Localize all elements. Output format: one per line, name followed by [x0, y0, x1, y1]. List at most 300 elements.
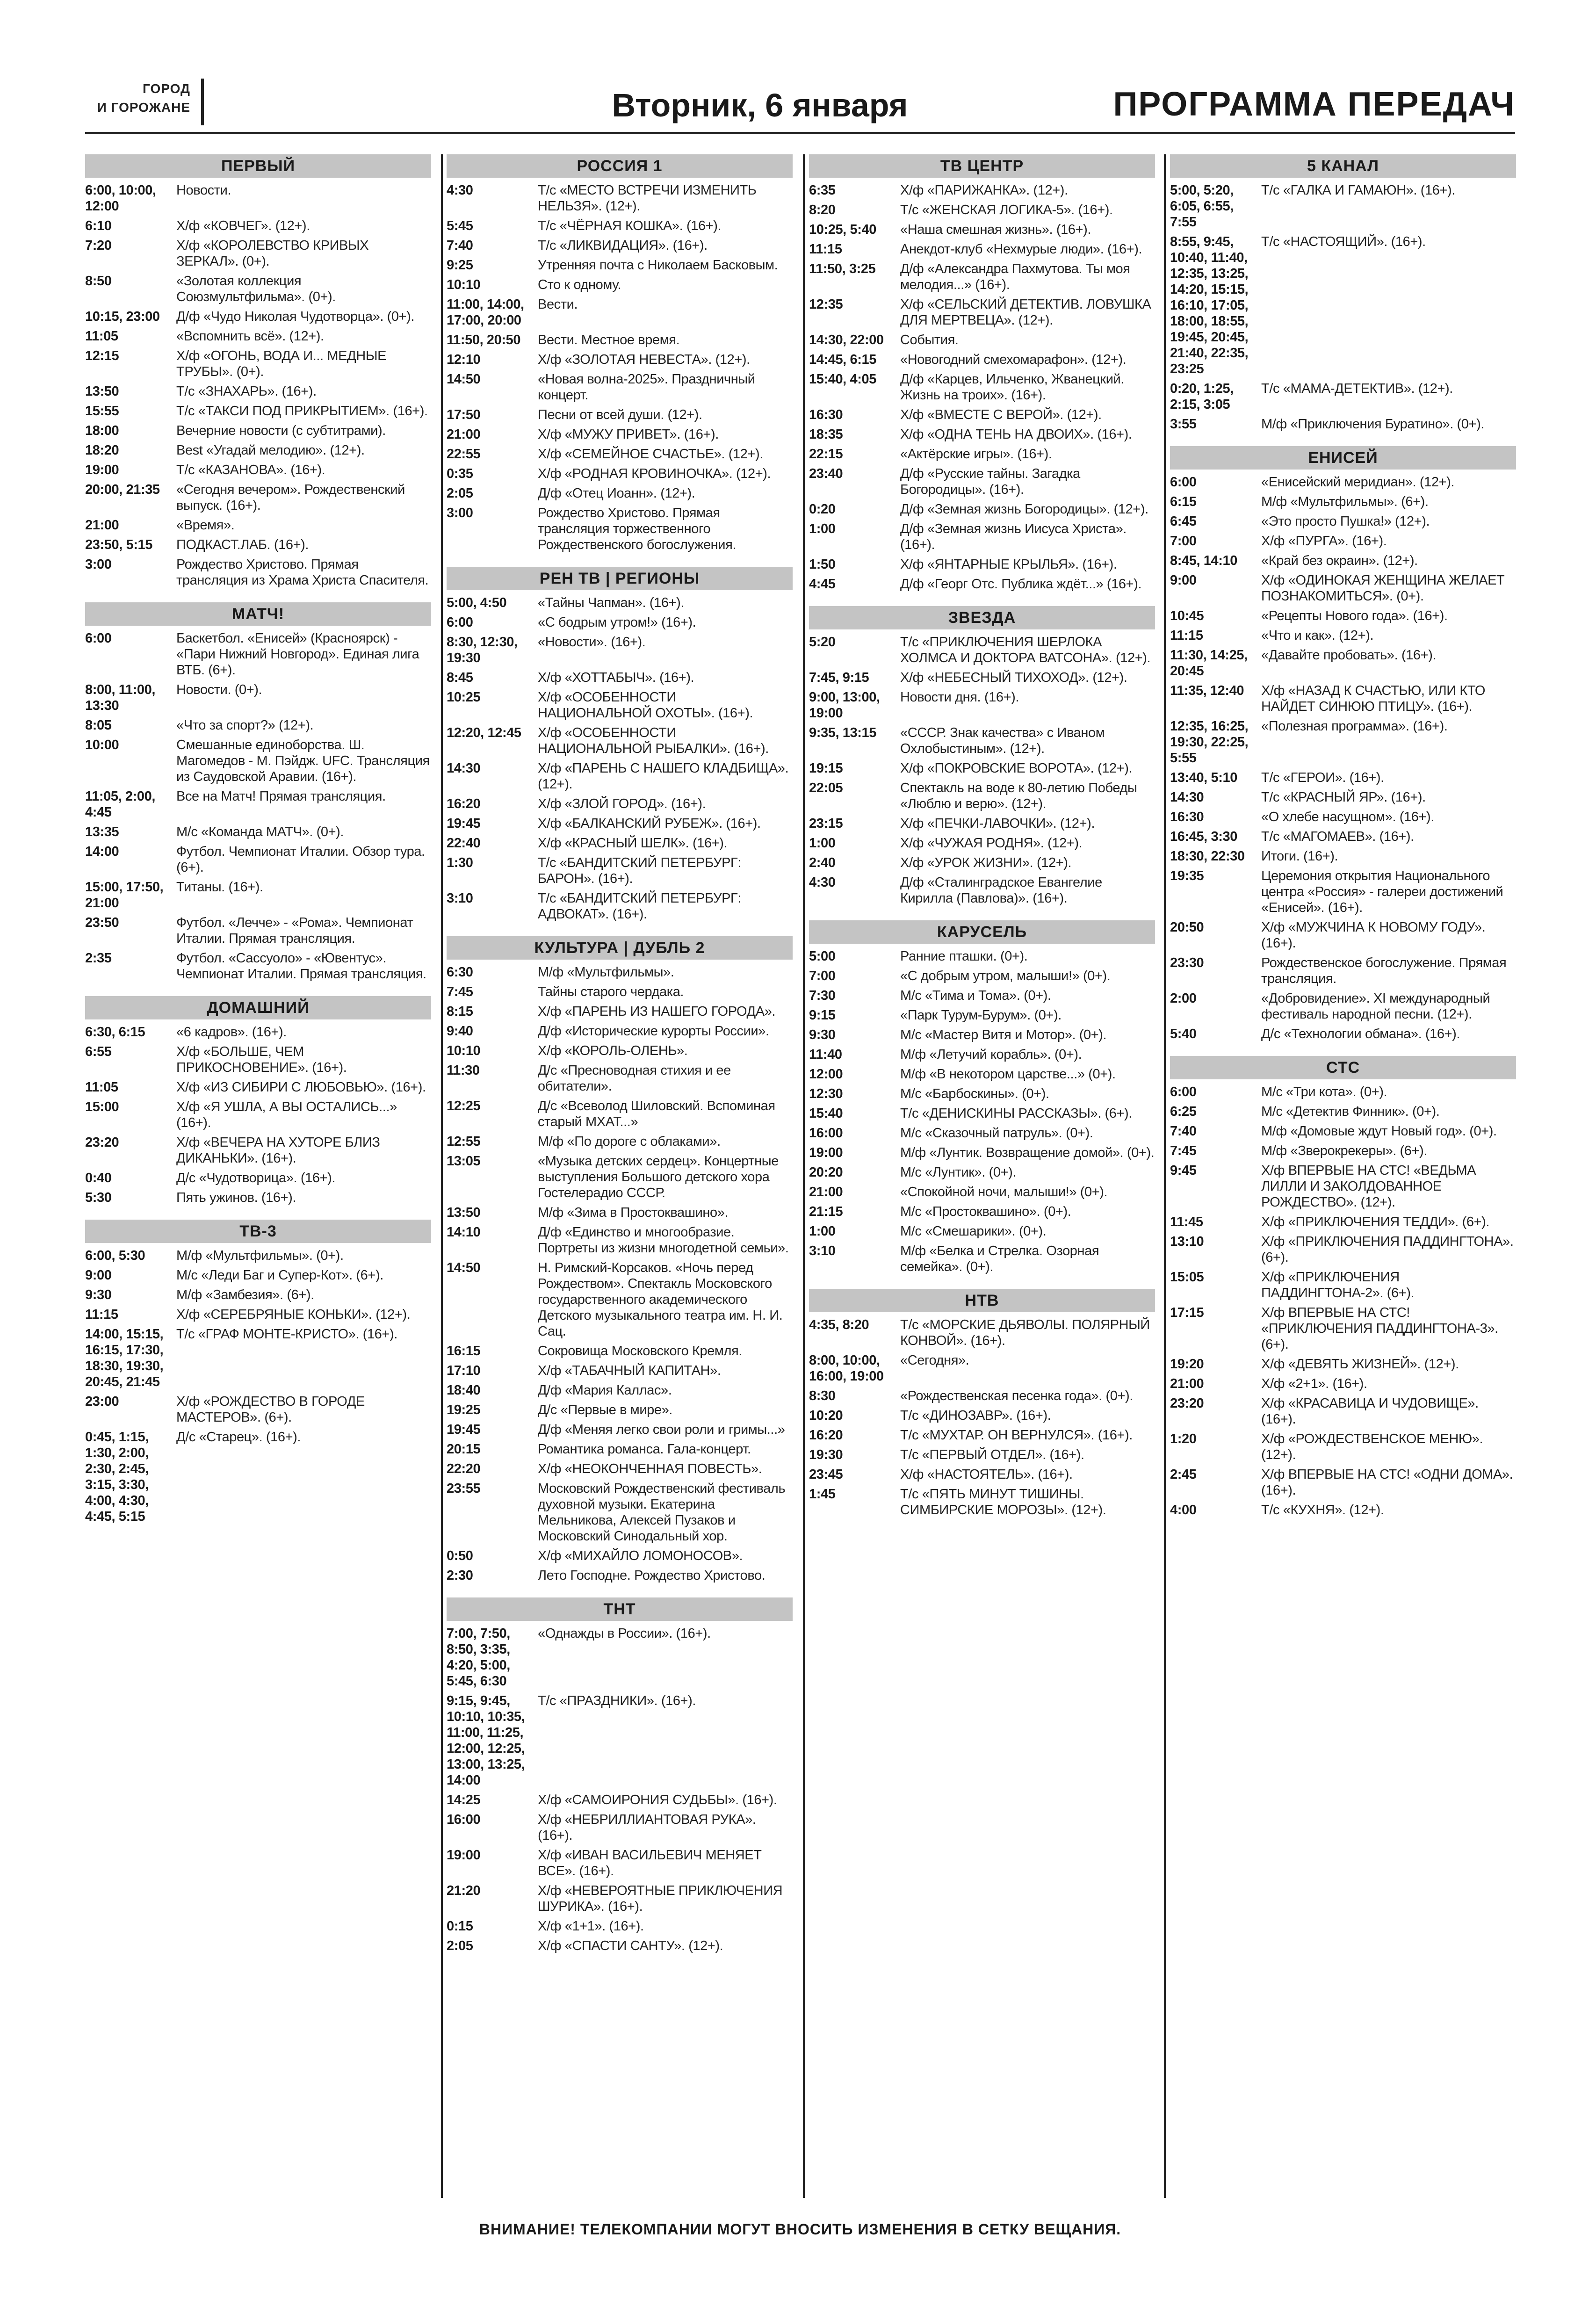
schedule-row [1170, 1214, 1516, 1230]
airtime: 11:50, 20:50 [447, 332, 521, 347]
program-title: Х/ф «ВЕЧЕРА НА ХУТОРЕ БЛИЗ ДИКАНЬКИ». (16+). [176, 1135, 380, 1166]
schedule-row [1170, 628, 1516, 643]
schedule-row [1170, 1502, 1516, 1518]
program-title: Х/ф «ЧУЖАЯ РОДНЯ». (12+). [900, 836, 1083, 851]
channel-name: ПЕРВЫЙ [85, 154, 431, 178]
program-title: М/с «Мастер Витя и Мотор». (0+). [900, 1027, 1107, 1042]
schedule-row [447, 1382, 793, 1398]
program-title: Х/ф «СЕМЕЙНОЕ СЧАСТЬЕ». (12+). [538, 447, 763, 462]
airtime: 1:20 [1170, 1431, 1197, 1446]
schedule-row [447, 407, 793, 423]
schedule-row [447, 1626, 793, 1689]
airtime: 21:00 [447, 427, 481, 442]
program-title: Утренняя почта с Николаем Басковым. [538, 258, 778, 273]
channel-name: ДОМАШНИЙ [85, 996, 431, 1019]
program-title: Х/ф «2+1». (16+). [1261, 1376, 1367, 1391]
airtime: 21:00 [85, 518, 119, 533]
schedule-row [809, 948, 1155, 964]
schedule-row [1170, 513, 1516, 529]
airtime: 12:00 [809, 1067, 843, 1082]
schedule-row [447, 1441, 793, 1457]
schedule-row [85, 879, 431, 911]
schedule-row [1170, 1026, 1516, 1042]
airtime: 6:15 [1170, 494, 1197, 509]
airtime: 6:30 [447, 965, 473, 980]
program-title: Х/ф «НЕБРИЛЛИАНТОВАЯ РУКА». (16+). [538, 1812, 756, 1843]
airtime: 16:00 [809, 1126, 843, 1141]
airtime: 5:00 [809, 949, 836, 964]
program-title: Футбол. «Лечче» - «Рома». Чемпионат Италии. Прямая трансляция. [176, 915, 413, 946]
program-title: Все на Матч! Прямая трансляция. [176, 789, 386, 804]
program-title: М/ф «Лунтик. Возвращение домой». (0+). [900, 1145, 1155, 1160]
airtime: 20:15 [447, 1442, 481, 1457]
program-title: Т/с «ЗНАХАРЬ». (16+). [176, 384, 317, 399]
schedule-row [1170, 1395, 1516, 1427]
program-title: Х/ф «ПАРЕНЬ ИЗ НАШЕГО ГОРОДА». [538, 1004, 776, 1019]
schedule-row [85, 737, 431, 785]
program-title: М/ф «Мультфильмы». [538, 965, 674, 980]
schedule-row [1170, 718, 1516, 766]
schedule-row [447, 1043, 793, 1059]
schedule-row [447, 816, 793, 831]
program-title: Х/ф «Я УШЛА, А ВЫ ОСТАЛИСЬ...» (16+). [176, 1099, 397, 1130]
channel-block [85, 1220, 431, 1525]
airtime: 0:15 [447, 1919, 473, 1934]
schedule-row [809, 835, 1155, 851]
channel-block [1170, 446, 1516, 1042]
airtime: 19:00 [809, 1145, 843, 1160]
airtime: 9:45 [1170, 1163, 1197, 1178]
airtime: 3:10 [447, 891, 473, 906]
airtime: 0:50 [447, 1548, 473, 1563]
airtime: 4:30 [809, 875, 836, 890]
program-title: «6 кадров». (16+). [176, 1025, 287, 1040]
airtime: 6:00 [1170, 475, 1197, 490]
program-title: Х/ф «СПАСТИ САНТУ». (12+). [538, 1938, 723, 1953]
schedule-row [85, 1429, 431, 1525]
airtime: 6:00 [85, 631, 112, 646]
channel-block [447, 154, 793, 553]
program-title: Д/ф «Александра Пахмутова. Ты моя мелодия...» (16+). [900, 261, 1130, 292]
program-title: Х/ф ВПЕРВЫЕ НА СТС! «ВЕДЬМА ЛИЛЛИ И ЗАКОЛДОВАННОЕ РОЖДЕСТВО». (12+). [1261, 1163, 1476, 1210]
program-title: «С бодрым утром!» (16+). [538, 615, 696, 630]
airtime: 7:00 [809, 968, 836, 983]
program-title: Д/с «Всеволод Шиловский. Вспоминая старый МХАТ...» [538, 1099, 775, 1129]
program-title: Х/ф «ОСОБЕННОСТИ НАЦИОНАЛЬНОЙ РЫБАЛКИ». (16+). [538, 725, 769, 756]
program-title: Вести. Местное время. [538, 332, 680, 347]
program-title: Х/ф «НАСТОЯТЕЛЬ». (16+). [900, 1467, 1073, 1482]
channel-name: РОССИЯ 1 [447, 154, 793, 178]
schedule-row [1170, 494, 1516, 510]
schedule-row [447, 218, 793, 234]
airtime: 9:15, 9:45, 10:10, 10:35, 11:00, 11:25, 12:00, 12:25, 13:00, 13:25, 14:00 [447, 1693, 525, 1788]
program-title: «Тайны Чапман». (16+). [538, 595, 685, 610]
program-title: Х/ф «САМОИРОНИЯ СУДЬБЫ». (16+). [538, 1792, 777, 1807]
airtime: 4:45 [809, 577, 836, 592]
airtime: 15:55 [85, 404, 119, 419]
program-title: Х/ф «ПАРЕНЬ С НАШЕГО КЛАДБИЩА». (12+). [538, 761, 789, 792]
airtime: 13:40, 5:10 [1170, 770, 1237, 785]
schedule-row [85, 383, 431, 399]
airtime: 17:50 [447, 407, 481, 422]
airtime: 11:05 [85, 329, 118, 344]
program-title: Х/ф «НЕВЕРОЯТНЫЕ ПРИКЛЮЧЕНИЯ ШУРИКА». (16+). [538, 1883, 783, 1914]
airtime: 5:00, 5:20, 6:05, 6:55, 7:55 [1170, 183, 1234, 230]
airtime: 9:30 [85, 1287, 112, 1302]
footer-notice: ВНИМАНИЕ! ТЕЛЕКОМПАНИИ МОГУТ ВНОСИТЬ ИЗМЕНЕНИЯ В СЕТКУ ВЕЩАНИЯ. [479, 2221, 1121, 2238]
channel-name: КУЛЬТУРА | ДУБЛЬ 2 [447, 936, 793, 960]
airtime: 1:00 [809, 836, 836, 851]
airtime: 2:00 [1170, 991, 1197, 1006]
program-title: М/с «Смешарики». (0+). [900, 1224, 1047, 1239]
airtime: 8:05 [85, 718, 112, 733]
channel-block [85, 154, 431, 588]
airtime: 16:20 [809, 1428, 843, 1443]
schedule-row [447, 855, 793, 887]
program-title: Т/с «ЧЁРНАЯ КОШКА». (16+). [538, 218, 722, 233]
schedule-row [1170, 553, 1516, 569]
airtime: 0:40 [85, 1171, 112, 1185]
schedule-row [447, 1062, 793, 1094]
section-label-line1: ГОРОД [143, 81, 190, 96]
program-title: Х/ф «БАЛКАНСКИЙ РУБЕЖ». (16+). [538, 816, 761, 831]
program-title: Т/с «ЛИКВИДАЦИЯ». (16+). [538, 238, 708, 253]
channel-block [809, 606, 1155, 906]
schedule-row [809, 1243, 1155, 1275]
channel-name: СТС [1170, 1056, 1516, 1079]
column-divider [1164, 154, 1166, 2198]
schedule-row [809, 1125, 1155, 1141]
schedule-row [447, 1098, 793, 1130]
airtime: 14:30 [447, 761, 481, 776]
schedule-row [85, 1170, 431, 1186]
schedule-row [447, 1693, 793, 1788]
program-title: Т/с «МЕСТО ВСТРЕЧИ ИЗМЕНИТЬ НЕЛЬЗЯ». (12+). [538, 183, 757, 214]
program-title: Д/ф «Единство и многообразие. Портреты из жизни многодетной семьи». [538, 1225, 789, 1256]
program-title: Д/с «Старец». (16+). [176, 1430, 301, 1445]
airtime: 7:00 [1170, 534, 1197, 549]
schedule-row [447, 1224, 793, 1256]
airtime: 11:30 [447, 1063, 480, 1078]
schedule-row [447, 1153, 793, 1201]
schedule-row [85, 630, 431, 678]
schedule-row [1170, 1269, 1516, 1301]
program-title: М/ф «Зима в Простоквашино». [538, 1205, 729, 1220]
airtime: 8:15 [447, 1004, 473, 1019]
schedule-row [85, 950, 431, 982]
schedule-row [1170, 416, 1516, 432]
airtime: 20:20 [809, 1165, 843, 1180]
page-title: ПРОГРАММА ПЕРЕДАЧ [1113, 86, 1515, 123]
program-title: «Край без окраин». (12+). [1261, 553, 1418, 568]
program-title: Х/ф «НЕБЕСНЫЙ ТИХОХОД». (12+). [900, 670, 1127, 685]
program-title: М/с «Команда МАТЧ». (0+). [176, 824, 344, 839]
airtime: 16:30 [809, 407, 843, 422]
program-title: М/с «Леди Баг и Супер-Кот». (6+). [176, 1268, 383, 1283]
schedule-row [1170, 1467, 1516, 1498]
schedule-row [809, 576, 1155, 592]
schedule-row [1170, 381, 1516, 412]
airtime: 19:20 [1170, 1357, 1204, 1372]
airtime: 20:00, 21:35 [85, 482, 160, 497]
schedule-row [85, 1190, 431, 1206]
airtime: 6:00, 5:30 [85, 1248, 145, 1263]
program-title: Лето Господне. Рождество Христово. [538, 1568, 766, 1583]
schedule-row [447, 505, 793, 553]
program-title: Т/с «МАГОМАЕВ». (16+). [1261, 829, 1414, 844]
airtime: 14:10 [447, 1225, 481, 1240]
airtime: 16:00 [447, 1812, 481, 1827]
channel-block [447, 936, 793, 1583]
program-title: Футбол. Чемпионат Италии. Обзор тура. (6+). [176, 844, 425, 875]
airtime: 1:00 [809, 521, 836, 536]
schedule-row [809, 875, 1155, 906]
airtime: 18:40 [447, 1383, 481, 1398]
schedule-row [85, 1267, 431, 1283]
column-divider [441, 154, 443, 2198]
schedule-row [1170, 234, 1516, 377]
schedule-row [1170, 868, 1516, 916]
program-title: Х/ф «ОГОНЬ, ВОДА И... МЕДНЫЕ ТРУБЫ». (0+). [176, 348, 387, 379]
schedule-row [85, 309, 431, 325]
airtime: 8:30, 12:30, 19:30 [447, 635, 518, 665]
schedule-row [85, 844, 431, 875]
airtime: 15:40 [809, 1106, 843, 1121]
airtime: 21:00 [1170, 1376, 1204, 1391]
program-title: Т/с «ДЕНИСКИНЫ РАССКАЗЫ». (6+). [900, 1106, 1132, 1121]
airtime: 14:50 [447, 1260, 481, 1275]
airtime: 10:10 [447, 1043, 481, 1058]
airtime: 15:00, 17:50, 21:00 [85, 880, 164, 911]
program-title: Т/с «КРАСНЫЙ ЯР». (16+). [1261, 790, 1426, 805]
program-title: Х/ф «ОДИНОКАЯ ЖЕНЩИНА ЖЕЛАЕТ ПОЗНАКОМИТЬСЯ». (0+). [1261, 573, 1505, 604]
program-title: Рождество Христово. Прямая трансляция торжественного Рождественского богослужения. [538, 506, 737, 552]
schedule-row [85, 462, 431, 478]
schedule-row [447, 670, 793, 686]
airtime: 12:25 [447, 1099, 481, 1113]
program-title: Титаны. (16+). [176, 880, 263, 895]
channel-block [85, 996, 431, 1206]
schedule-row [447, 277, 793, 293]
airtime: 22:15 [809, 447, 843, 462]
schedule-row [809, 1086, 1155, 1102]
schedule-row [809, 1467, 1155, 1482]
airtime: 6:35 [809, 183, 836, 198]
schedule-row [447, 1812, 793, 1843]
airtime: 2:05 [447, 486, 473, 501]
airtime: 3:00 [85, 557, 112, 572]
program-title: М/с «Простоквашино». (0+). [900, 1204, 1071, 1219]
schedule-row [1170, 848, 1516, 864]
schedule-row [809, 988, 1155, 1004]
program-title: Х/ф «КОРОЛЕВСТВО КРИВЫХ ЗЕРКАЛ». (0+). [176, 238, 369, 269]
airtime: 16:15 [447, 1344, 481, 1359]
airtime: 11:05, 2:00, 4:45 [85, 789, 155, 820]
program-title: «Однажды в России». (16+). [538, 1626, 711, 1641]
airtime: 14:00 [85, 844, 119, 859]
program-title: «Вспомнить всё». (12+). [176, 329, 324, 344]
airtime: 4:30 [447, 183, 473, 198]
program-title: Романтика романса. Гала-концерт. [538, 1442, 751, 1457]
channel-block [809, 1289, 1155, 1518]
airtime: 18:35 [809, 427, 843, 442]
airtime: 3:55 [1170, 417, 1197, 432]
program-title: Х/ф «НАЗАД К СЧАСТЬЮ, ИЛИ КТО НАЙДЕТ СИНЮЮ ПТИЦУ». (16+). [1261, 683, 1486, 714]
schedule-row [85, 1099, 431, 1131]
schedule-row [809, 352, 1155, 368]
airtime: 12:15 [85, 348, 119, 363]
program-title: «Музыка детских сердец». Концертные выступления Большого детского хора Гостелерадио СССР. [538, 1154, 779, 1200]
schedule-row [85, 482, 431, 513]
airtime: 6:25 [1170, 1104, 1197, 1119]
airtime: 5:40 [1170, 1026, 1197, 1041]
program-title: М/ф «По дороге с облаками». [538, 1134, 721, 1149]
program-title: Вести. [538, 297, 578, 312]
airtime: 11:05 [85, 1080, 118, 1095]
channel-name: КАРУСЕЛЬ [809, 920, 1155, 944]
schedule-column-4 [1170, 154, 1516, 1532]
program-title: Х/ф «ПРИКЛЮЧЕНИЯ ПАДДИНГТОНА-2». (6+). [1261, 1270, 1415, 1301]
program-title: Т/с «ГАЛКА И ГАМАЮН». (16+). [1261, 183, 1455, 198]
channel-block [447, 1597, 793, 1954]
section-label-line2: И ГОРОЖАНЕ [97, 100, 190, 115]
program-title: Х/ф «ПУРГА». (16+). [1261, 534, 1387, 549]
airtime: 2:40 [809, 855, 836, 870]
program-title: М/с «Три кота». (0+). [1261, 1084, 1387, 1099]
program-title: «Актёрские игры». (16+). [900, 447, 1052, 462]
airtime: 11:35, 12:40 [1170, 683, 1244, 698]
program-title: Х/ф «КРАСАВИЦА И ЧУДОВИЩЕ». (16+). [1261, 1396, 1479, 1427]
airtime: 8:45, 14:10 [1170, 553, 1237, 568]
schedule-row [1170, 829, 1516, 845]
airtime: 6:30, 6:15 [85, 1025, 145, 1040]
airtime: 18:20 [85, 443, 119, 458]
program-title: «Новогодний смехомарафон». (12+). [900, 352, 1127, 367]
schedule-row [85, 1135, 431, 1166]
channel-block [1170, 1056, 1516, 1518]
airtime: 10:45 [1170, 608, 1204, 623]
airtime: 11:40 [809, 1047, 842, 1062]
schedule-row [447, 1883, 793, 1915]
channel-block [447, 567, 793, 922]
airtime: 9:00 [1170, 573, 1197, 588]
schedule-row [447, 1481, 793, 1544]
schedule-row [447, 634, 793, 666]
airtime: 19:00 [85, 463, 119, 477]
program-title: События. [900, 332, 959, 347]
airtime: 16:30 [1170, 809, 1204, 824]
schedule-row [447, 1548, 793, 1564]
airtime: 10:00 [85, 737, 119, 752]
schedule-row [447, 426, 793, 442]
program-title: Д/ф «Сталинградское Евангелие Кирилла (Павлова)». (16+). [900, 875, 1102, 906]
schedule-row [809, 466, 1155, 498]
airtime: 23:40 [809, 466, 843, 481]
schedule-row [809, 521, 1155, 553]
program-title: Пять ужинов. (16+). [176, 1190, 296, 1205]
schedule-row [447, 1363, 793, 1379]
airtime: 4:35, 8:20 [809, 1317, 869, 1332]
airtime: 12:30 [809, 1086, 843, 1101]
airtime: 9:15 [809, 1008, 836, 1023]
program-title: Т/с «ПРИКЛЮЧЕНИЯ ШЕРЛОКА ХОЛМСА И ДОКТОРА ВАТСОНА». (12+). [900, 635, 1151, 665]
schedule-row [809, 780, 1155, 812]
airtime: 5:00, 4:50 [447, 595, 507, 610]
airtime: 22:55 [447, 447, 481, 462]
airtime: 9:35, 13:15 [809, 725, 876, 740]
program-title: Х/ф «ПРИКЛЮЧЕНИЯ ПАДДИНГТОНА». (6+). [1261, 1234, 1514, 1265]
airtime: 11:00, 14:00, 17:00, 20:00 [447, 297, 524, 328]
airtime: 17:15 [1170, 1305, 1204, 1320]
airtime: 5:20 [809, 635, 836, 650]
airtime: 23:20 [1170, 1396, 1204, 1411]
airtime: 7:20 [85, 238, 112, 253]
program-title: Ранние пташки. (0+). [900, 949, 1028, 964]
channel-name: ЕНИСЕЙ [1170, 446, 1516, 470]
program-title: «Сегодня». [900, 1353, 969, 1368]
channel-name: ТВ ЦЕНТР [809, 154, 1155, 178]
program-title: Смешанные единоборства. Ш. Магомедов - М. Пэйдж. UFC. Трансляция из Саудовской Аравии. (16+). [176, 737, 430, 784]
channel-name: ЗВЕЗДА [809, 606, 1155, 629]
airtime: 15:05 [1170, 1270, 1204, 1285]
channel-name: НТВ [809, 1289, 1155, 1312]
program-title: Песни от всей души. (12+). [538, 407, 702, 422]
program-title: Х/ф «ДЕВЯТЬ ЖИЗНЕЙ». (12+). [1261, 1357, 1459, 1372]
channel-block [809, 920, 1155, 1275]
airtime: 21:20 [447, 1883, 481, 1898]
program-title: Д/с «Технологии обмана». (16+). [1261, 1026, 1460, 1041]
schedule-row [447, 1847, 793, 1879]
airtime: 8:55, 9:45, 10:40, 11:40, 12:35, 13:25, 14:20, 15:15, 16:10, 17:05, 18:00, 18:55, 19:45, 20:45, 21:40, 22:35, 23:25 [1170, 234, 1249, 376]
schedule-row [447, 1343, 793, 1359]
schedule-row [809, 446, 1155, 462]
schedule-row [1170, 647, 1516, 679]
schedule-row [447, 352, 793, 368]
airtime: 10:10 [447, 277, 481, 292]
program-title: Х/ф «ТАБАЧНЫЙ КАПИТАН». [538, 1363, 721, 1378]
schedule-row [447, 1918, 793, 1934]
program-title: Х/ф «ХОТТАБЫЧ». (16+). [538, 670, 694, 685]
schedule-row [809, 968, 1155, 984]
airtime: 14:25 [447, 1792, 481, 1807]
program-title: Тайны старого чердака. [538, 984, 684, 999]
airtime: 23:50 [85, 915, 119, 930]
schedule-row [447, 835, 793, 851]
schedule-row [447, 1402, 793, 1418]
schedule-row [809, 1352, 1155, 1384]
program-title: Д/ф «Мария Каллас». [538, 1383, 672, 1398]
program-title: Д/ф «Русские тайны. Загадка Богородицы». (16+). [900, 466, 1080, 497]
schedule-row [85, 273, 431, 305]
airtime: 16:20 [447, 796, 481, 811]
schedule-row [85, 1024, 431, 1040]
airtime: 2:45 [1170, 1467, 1197, 1482]
program-title: Д/ф «Меняя легко свои роли и гримы...» [538, 1422, 785, 1437]
program-title: М/ф «Зверокрекеры». (6+). [1261, 1143, 1427, 1158]
schedule-row [809, 261, 1155, 293]
program-title: М/с «Барбоскины». (0+). [900, 1086, 1049, 1101]
airtime: 13:05 [447, 1154, 481, 1169]
schedule-row [809, 634, 1155, 666]
program-title: Х/ф «КОВЧЕГ». (12+). [176, 218, 310, 233]
schedule-row [1170, 572, 1516, 604]
program-title: Д/ф «Отец Иоанн». (12+). [538, 486, 695, 501]
channel-name: МАТЧ! [85, 602, 431, 626]
schedule-row [809, 855, 1155, 871]
schedule-row [1170, 990, 1516, 1022]
schedule-row [447, 1260, 793, 1339]
airtime: 0:45, 1:15, 1:30, 2:00, 2:30, 2:45, 3:15, 3:30, 4:00, 4:30, 4:45, 5:15 [85, 1430, 149, 1524]
